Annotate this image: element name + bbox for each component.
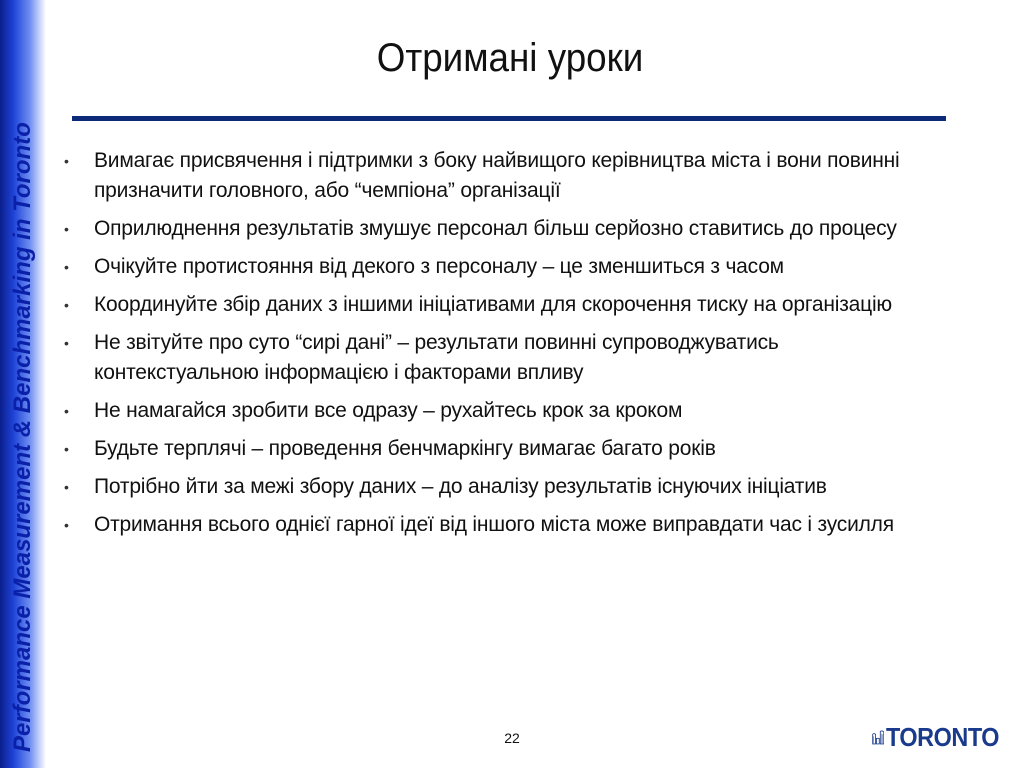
bullet-text: Будьте терплячі – проведення бенчмаркінгу вимагає багато років (94, 437, 716, 460)
bullet-icon: • (64, 403, 69, 419)
page-number: 22 (504, 730, 520, 746)
list-item (64, 472, 944, 502)
slide-title: Отримані уроки (376, 36, 644, 80)
bullet-text: Не звітуйте про суто “сирі дані” – результати повинні супроводжуватись контекстуальною інформацією і факторами впливу (94, 331, 779, 384)
list-item (64, 252, 944, 282)
list-item (64, 214, 944, 244)
bullet-icon: • (64, 297, 69, 313)
toronto-logo (872, 712, 1012, 762)
bullet-text: Оприлюднення результатів змушує персонал більш серйозно ставитись до процесу (94, 217, 897, 240)
bullet-text: Вимагає присвячення і підтримки з боку найвищого керівництва міста і вони повинні призначити головного, або “чемпіона” організації (94, 149, 900, 202)
bullet-icon: • (64, 517, 69, 533)
city-hall-icon (872, 715, 884, 759)
bullet-icon: • (64, 153, 69, 169)
logo-wordmark: TORONTO (886, 721, 1000, 752)
sidebar-label: Performance Measurement & Benchmarking in Toronto (9, 122, 36, 752)
bullet-text: Очікуйте протистояння від декого з персоналу – це зменшиться з часом (94, 255, 784, 278)
bullet-text: Отримання всього однієї гарної ідеї від іншого міста може виправдати час і зусилля (94, 513, 894, 536)
bullet-text: Потрібно йти за межі збору даних – до аналізу результатів існуючих ініціатив (94, 475, 827, 498)
list-item (64, 396, 944, 426)
list-item (64, 510, 944, 540)
bullet-icon: • (64, 221, 69, 237)
bullet-icon: • (64, 259, 69, 275)
list-item (64, 434, 944, 464)
title-divider (72, 116, 946, 121)
list-item (64, 146, 944, 206)
bullet-text: Не намагайся зробити все одразу – рухайтесь крок за кроком (94, 399, 683, 422)
list-item (64, 290, 944, 320)
bullet-icon: • (64, 479, 69, 495)
bullet-icon: • (64, 441, 69, 457)
list-item (64, 328, 944, 388)
bullet-icon: • (64, 335, 69, 351)
bullet-text: Координуйте збір даних з іншими ініціативами для скорочення тиску на організацію (94, 293, 892, 316)
bullet-list (64, 146, 944, 548)
